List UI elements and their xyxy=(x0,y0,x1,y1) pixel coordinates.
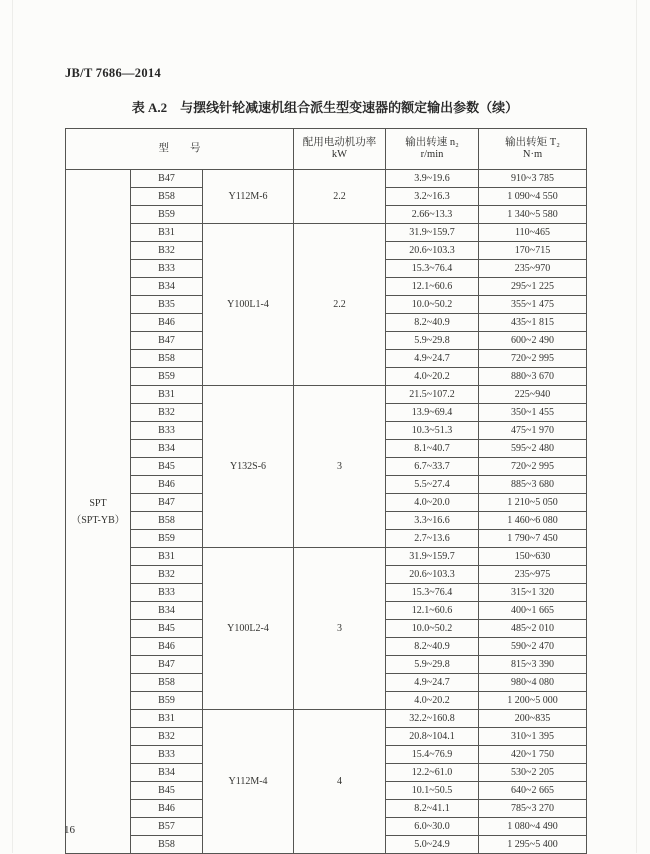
output-speed-cell: 10.3~51.3 xyxy=(386,422,479,440)
output-torque-cell: 1 210~5 050 xyxy=(479,494,587,512)
output-torque-cell: 910~3 785 xyxy=(479,170,587,188)
output-parameters-table xyxy=(65,128,587,854)
scan-edge-right xyxy=(636,0,637,853)
output-torque-cell: 1 790~7 450 xyxy=(479,530,587,548)
output-torque-cell: 235~970 xyxy=(479,260,587,278)
motor-model-cell: Y132S-6 xyxy=(203,386,294,548)
model-code-cell: B59 xyxy=(131,368,203,386)
model-code-cell: B31 xyxy=(131,386,203,404)
output-torque-cell: 595~2 480 xyxy=(479,440,587,458)
motor-model-cell: Y100L2-4 xyxy=(203,548,294,710)
model-code-cell: B32 xyxy=(131,242,203,260)
table-header-row xyxy=(66,129,587,170)
model-code-cell: B57 xyxy=(131,818,203,836)
model-code-cell: B35 xyxy=(131,296,203,314)
table-row xyxy=(66,710,587,728)
output-torque-cell: 1 090~4 550 xyxy=(479,188,587,206)
header-model: 型 号 xyxy=(66,129,294,170)
output-speed-cell: 31.9~159.7 xyxy=(386,548,479,566)
model-code-cell: B34 xyxy=(131,440,203,458)
header-output-torque xyxy=(479,129,587,170)
output-speed-cell: 8.2~41.1 xyxy=(386,800,479,818)
output-speed-cell: 12.2~61.0 xyxy=(386,764,479,782)
model-code-cell: B32 xyxy=(131,728,203,746)
model-code-cell: B45 xyxy=(131,782,203,800)
header-output-speed xyxy=(386,129,479,170)
model-code-cell: B59 xyxy=(131,206,203,224)
model-code-cell: B45 xyxy=(131,620,203,638)
output-speed-cell: 4.9~24.7 xyxy=(386,350,479,368)
model-code-cell: B46 xyxy=(131,800,203,818)
model-code-cell: B58 xyxy=(131,350,203,368)
header-output-speed-unit: r/min xyxy=(420,149,444,160)
output-speed-cell: 3.3~16.6 xyxy=(386,512,479,530)
model-code-cell: B34 xyxy=(131,764,203,782)
motor-power-cell: 2.2 xyxy=(294,224,386,386)
table-title: 表 A.2 与摆线针轮减速机组合派生型变速器的额定输出参数（续） xyxy=(131,100,519,115)
output-speed-cell: 3.9~19.6 xyxy=(386,170,479,188)
output-torque-cell: 590~2 470 xyxy=(479,638,587,656)
output-torque-cell: 400~1 665 xyxy=(479,602,587,620)
output-speed-cell: 4.9~24.7 xyxy=(386,674,479,692)
output-torque-cell: 980~4 080 xyxy=(479,674,587,692)
model-code-cell: B33 xyxy=(131,746,203,764)
model-code-cell: B47 xyxy=(131,332,203,350)
motor-power-cell: 3 xyxy=(294,548,386,710)
output-speed-cell: 5.9~29.8 xyxy=(386,332,479,350)
output-torque-cell: 485~2 010 xyxy=(479,620,587,638)
model-code-cell: B58 xyxy=(131,836,203,854)
output-torque-cell: 225~940 xyxy=(479,386,587,404)
model-code-cell: B47 xyxy=(131,494,203,512)
motor-model-cell: Y112M-6 xyxy=(203,170,294,224)
motor-power-cell: 2.2 xyxy=(294,170,386,224)
output-speed-cell: 8.1~40.7 xyxy=(386,440,479,458)
header-output-torque-label: 输出转矩 T₂ xyxy=(505,136,560,148)
model-code-cell: B33 xyxy=(131,260,203,278)
model-code-cell: B33 xyxy=(131,584,203,602)
series-label-line2: （SPT-YB） xyxy=(71,514,125,526)
table-row xyxy=(66,224,587,242)
output-speed-cell: 5.5~27.4 xyxy=(386,476,479,494)
model-code-cell: B32 xyxy=(131,566,203,584)
output-speed-cell: 3.2~16.3 xyxy=(386,188,479,206)
model-code-cell: B59 xyxy=(131,692,203,710)
output-torque-cell: 1 340~5 580 xyxy=(479,206,587,224)
header-motor-power-label: 配用电动机功率 xyxy=(302,136,377,148)
model-code-cell: B31 xyxy=(131,224,203,242)
output-speed-cell: 12.1~60.6 xyxy=(386,602,479,620)
output-speed-cell: 10.0~50.2 xyxy=(386,620,479,638)
output-torque-cell: 435~1 815 xyxy=(479,314,587,332)
output-torque-cell: 355~1 475 xyxy=(479,296,587,314)
output-speed-cell: 20.6~103.3 xyxy=(386,566,479,584)
output-torque-cell: 530~2 205 xyxy=(479,764,587,782)
model-code-cell: B47 xyxy=(131,656,203,674)
header-motor-power-unit: kW xyxy=(331,149,348,160)
model-code-cell: B34 xyxy=(131,278,203,296)
output-torque-cell: 170~715 xyxy=(479,242,587,260)
output-torque-cell: 310~1 395 xyxy=(479,728,587,746)
model-code-cell: B58 xyxy=(131,188,203,206)
output-torque-cell: 315~1 320 xyxy=(479,584,587,602)
output-speed-cell: 6.0~30.0 xyxy=(386,818,479,836)
output-speed-cell: 32.2~160.8 xyxy=(386,710,479,728)
model-code-cell: B58 xyxy=(131,512,203,530)
output-speed-cell: 20.8~104.1 xyxy=(386,728,479,746)
output-speed-cell: 15.4~76.9 xyxy=(386,746,479,764)
output-torque-cell: 1 200~5 000 xyxy=(479,692,587,710)
output-torque-cell: 880~3 670 xyxy=(479,368,587,386)
output-torque-cell: 235~975 xyxy=(479,566,587,584)
table-body xyxy=(66,170,587,854)
output-speed-cell: 5.9~29.8 xyxy=(386,656,479,674)
output-speed-cell: 20.6~103.3 xyxy=(386,242,479,260)
output-torque-cell: 110~465 xyxy=(479,224,587,242)
output-speed-cell: 10.1~50.5 xyxy=(386,782,479,800)
output-speed-cell: 13.9~69.4 xyxy=(386,404,479,422)
motor-power-cell: 3 xyxy=(294,386,386,548)
model-code-cell: B31 xyxy=(131,710,203,728)
output-torque-cell: 815~3 390 xyxy=(479,656,587,674)
output-speed-cell: 15.3~76.4 xyxy=(386,260,479,278)
model-code-cell: B31 xyxy=(131,548,203,566)
output-torque-cell: 785~3 270 xyxy=(479,800,587,818)
scan-edge-left xyxy=(12,0,13,853)
header-motor-power xyxy=(294,129,386,170)
output-torque-cell: 600~2 490 xyxy=(479,332,587,350)
output-speed-cell: 8.2~40.9 xyxy=(386,638,479,656)
page-number: 16 xyxy=(64,824,75,836)
output-torque-cell: 350~1 455 xyxy=(479,404,587,422)
model-code-cell: B46 xyxy=(131,314,203,332)
model-code-cell: B47 xyxy=(131,170,203,188)
table-row xyxy=(66,386,587,404)
output-torque-cell: 200~835 xyxy=(479,710,587,728)
output-speed-cell: 2.66~13.3 xyxy=(386,206,479,224)
table-row xyxy=(66,170,587,188)
motor-power-cell: 4 xyxy=(294,710,386,854)
output-torque-cell: 720~2 995 xyxy=(479,458,587,476)
output-torque-cell: 640~2 665 xyxy=(479,782,587,800)
series-label-line1: SPT xyxy=(89,497,107,509)
table-row xyxy=(66,548,587,566)
output-torque-cell: 720~2 995 xyxy=(479,350,587,368)
output-speed-cell: 21.5~107.2 xyxy=(386,386,479,404)
output-speed-cell: 4.0~20.2 xyxy=(386,368,479,386)
model-code-cell: B33 xyxy=(131,422,203,440)
output-torque-cell: 885~3 680 xyxy=(479,476,587,494)
output-speed-cell: 4.0~20.2 xyxy=(386,692,479,710)
doc-code: JB/T 7686—2014 xyxy=(65,66,161,80)
output-speed-cell: 6.7~33.7 xyxy=(386,458,479,476)
model-code-cell: B46 xyxy=(131,476,203,494)
output-speed-cell: 15.3~76.4 xyxy=(386,584,479,602)
series-model-cell xyxy=(66,170,131,854)
motor-model-cell: Y100L1-4 xyxy=(203,224,294,386)
output-speed-cell: 12.1~60.6 xyxy=(386,278,479,296)
output-torque-cell: 1 080~4 490 xyxy=(479,818,587,836)
model-code-cell: B46 xyxy=(131,638,203,656)
output-speed-cell: 31.9~159.7 xyxy=(386,224,479,242)
motor-model-cell: Y112M-4 xyxy=(203,710,294,854)
output-speed-cell: 10.0~50.2 xyxy=(386,296,479,314)
model-code-cell: B34 xyxy=(131,602,203,620)
output-speed-cell: 2.7~13.6 xyxy=(386,530,479,548)
output-torque-cell: 420~1 750 xyxy=(479,746,587,764)
header-output-torque-unit: N·m xyxy=(522,149,543,160)
model-code-cell: B58 xyxy=(131,674,203,692)
model-code-cell: B32 xyxy=(131,404,203,422)
output-speed-cell: 8.2~40.9 xyxy=(386,314,479,332)
model-code-cell: B59 xyxy=(131,530,203,548)
output-speed-cell: 4.0~20.0 xyxy=(386,494,479,512)
output-torque-cell: 150~630 xyxy=(479,548,587,566)
header-output-speed-label: 输出转速 n₂ xyxy=(405,136,459,148)
output-torque-cell: 1 460~6 080 xyxy=(479,512,587,530)
output-torque-cell: 1 295~5 400 xyxy=(479,836,587,854)
model-code-cell: B45 xyxy=(131,458,203,476)
output-torque-cell: 295~1 225 xyxy=(479,278,587,296)
output-torque-cell: 475~1 970 xyxy=(479,422,587,440)
output-speed-cell: 5.0~24.9 xyxy=(386,836,479,854)
